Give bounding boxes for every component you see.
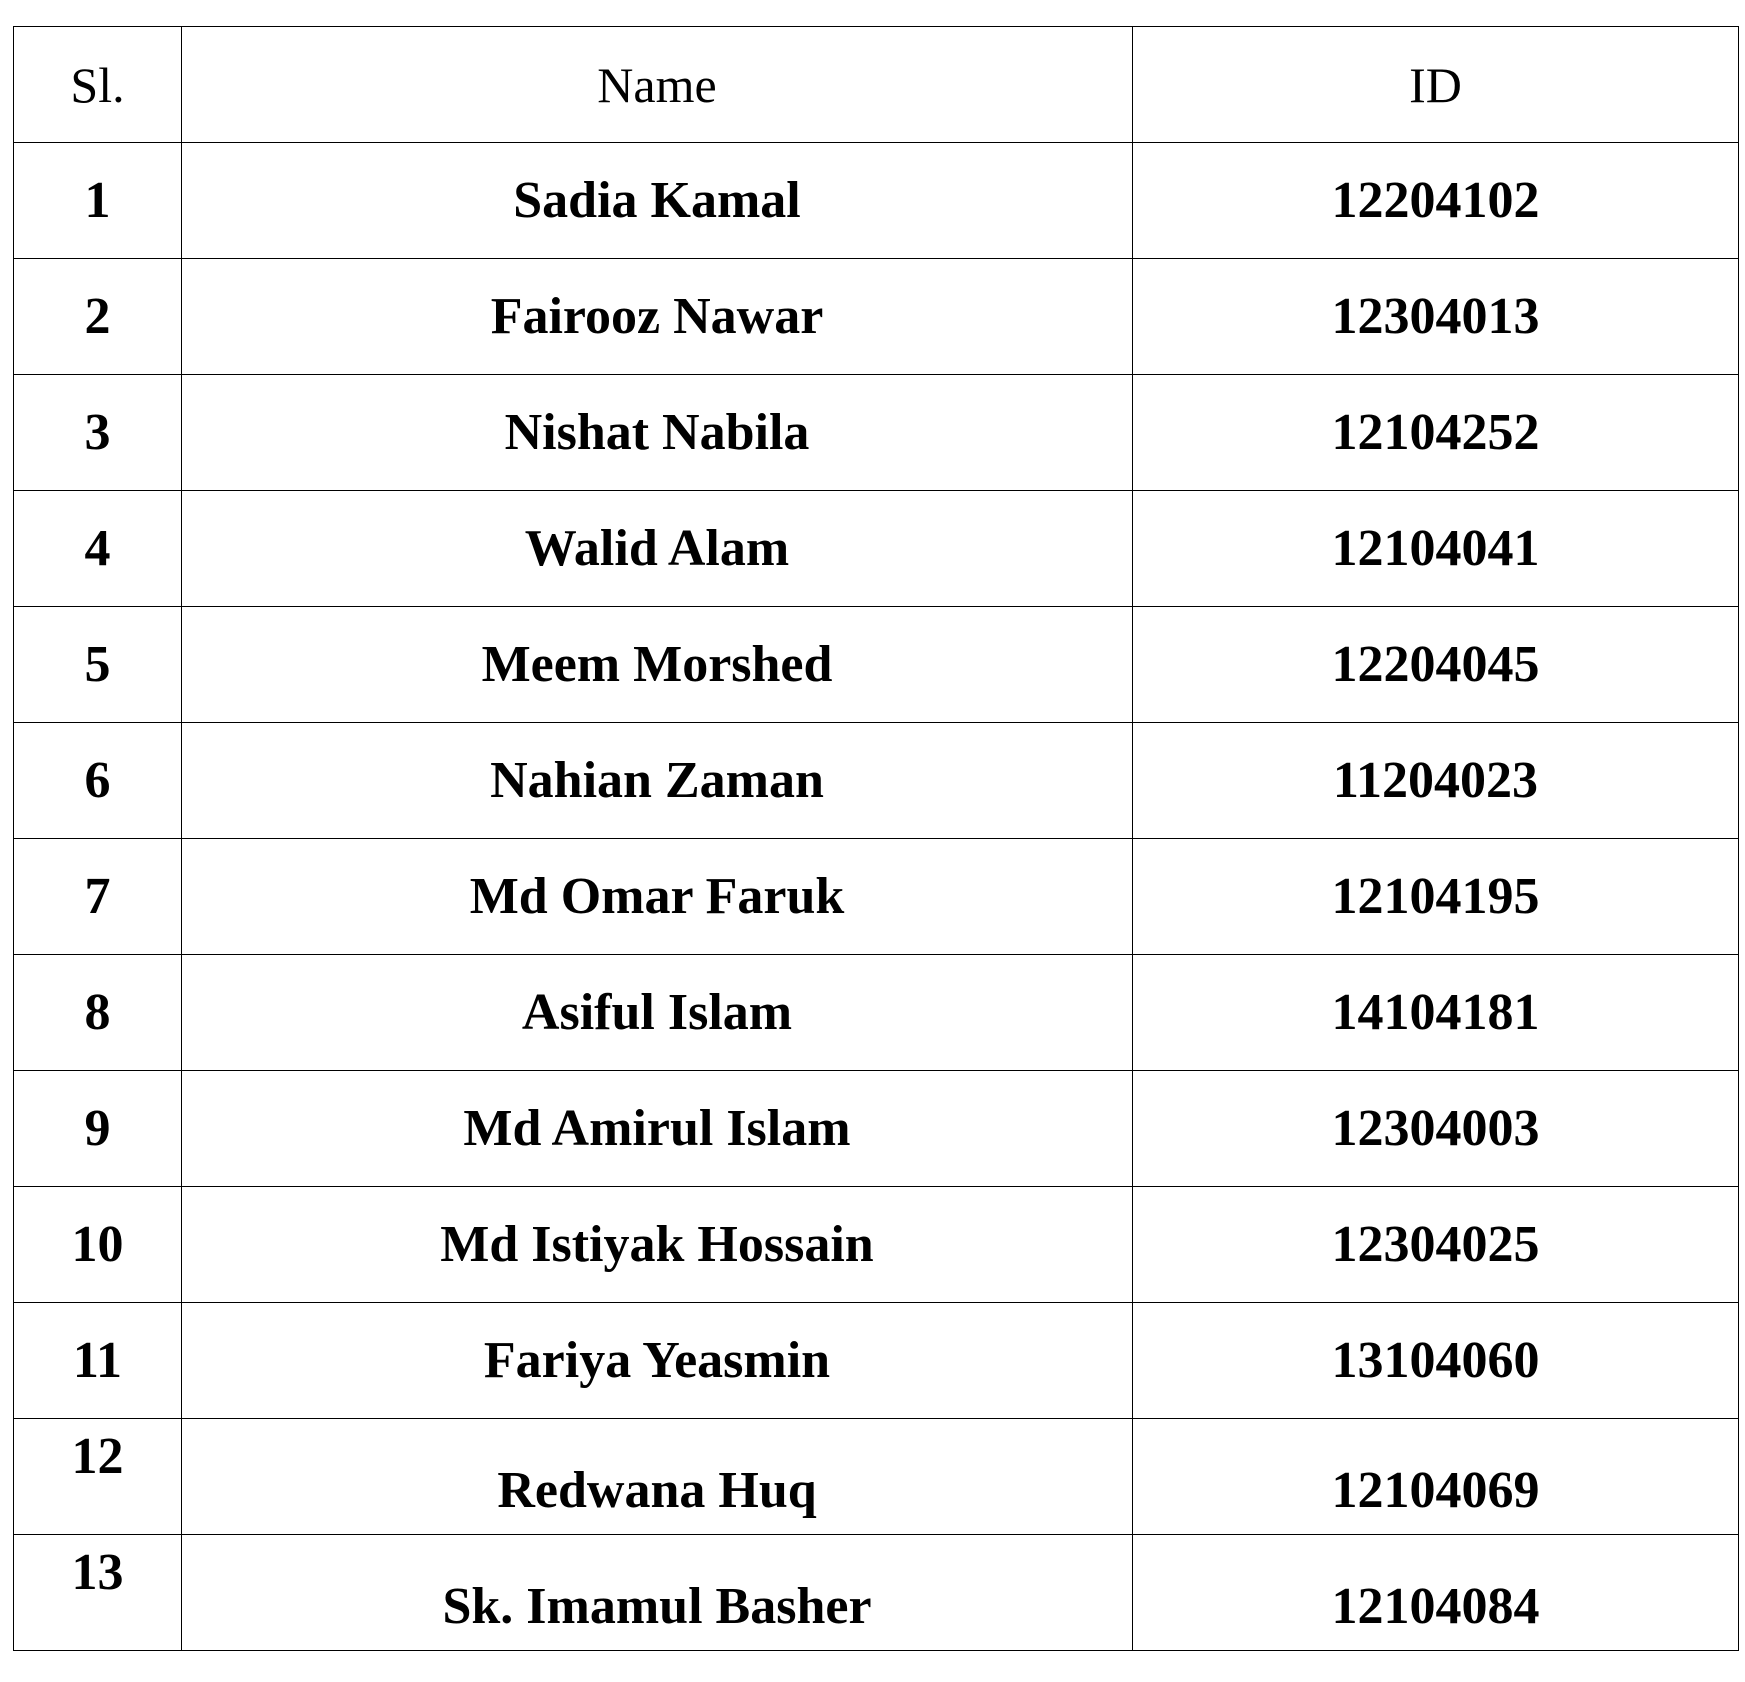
row-sl: 1 bbox=[14, 143, 182, 259]
row-id: 12104041 bbox=[1133, 491, 1739, 607]
table-row bbox=[14, 491, 1739, 607]
row-name: Walid Alam bbox=[182, 491, 1133, 607]
row-name: Md Omar Faruk bbox=[182, 839, 1133, 955]
table-row bbox=[14, 607, 1739, 723]
row-sl: 3 bbox=[14, 375, 182, 491]
member-table bbox=[13, 26, 1739, 1651]
row-id: 12204045 bbox=[1133, 607, 1739, 723]
row-name: Redwana Huq bbox=[182, 1419, 1133, 1535]
table-row bbox=[14, 839, 1739, 955]
row-name: Fairooz Nawar bbox=[182, 259, 1133, 375]
row-name: Meem Morshed bbox=[182, 607, 1133, 723]
table-row bbox=[14, 955, 1739, 1071]
row-name: Nahian Zaman bbox=[182, 723, 1133, 839]
row-sl: 11 bbox=[14, 1303, 182, 1419]
header-row bbox=[14, 27, 1739, 143]
table-row bbox=[14, 1303, 1739, 1419]
row-name: Sk. Imamul Basher bbox=[182, 1535, 1133, 1651]
row-id: 12204102 bbox=[1133, 143, 1739, 259]
row-id: 12304013 bbox=[1133, 259, 1739, 375]
row-id: 12104069 bbox=[1133, 1419, 1739, 1535]
table-row bbox=[14, 1187, 1739, 1303]
table-row bbox=[14, 1535, 1739, 1651]
table-row bbox=[14, 375, 1739, 491]
table-row bbox=[14, 723, 1739, 839]
table-row bbox=[14, 1071, 1739, 1187]
row-name: Fariya Yeasmin bbox=[182, 1303, 1133, 1419]
row-id: 12104195 bbox=[1133, 839, 1739, 955]
row-id: 12104084 bbox=[1133, 1535, 1739, 1651]
table-row bbox=[14, 143, 1739, 259]
row-sl: 2 bbox=[14, 259, 182, 375]
row-sl: 9 bbox=[14, 1071, 182, 1187]
table-row bbox=[14, 259, 1739, 375]
row-sl: 6 bbox=[14, 723, 182, 839]
row-sl: 7 bbox=[14, 839, 182, 955]
header-name: Name bbox=[182, 27, 1133, 143]
row-sl: 12 bbox=[14, 1419, 182, 1535]
row-id: 11204023 bbox=[1133, 723, 1739, 839]
row-name: Sadia Kamal bbox=[182, 143, 1133, 259]
row-sl: 8 bbox=[14, 955, 182, 1071]
row-name: Md Istiyak Hossain bbox=[182, 1187, 1133, 1303]
header-sl: Sl. bbox=[14, 27, 182, 143]
row-sl: 4 bbox=[14, 491, 182, 607]
row-id: 12304025 bbox=[1133, 1187, 1739, 1303]
row-sl: 10 bbox=[14, 1187, 182, 1303]
row-id: 12304003 bbox=[1133, 1071, 1739, 1187]
row-name: Asiful Islam bbox=[182, 955, 1133, 1071]
table-row bbox=[14, 1419, 1739, 1535]
row-sl: 5 bbox=[14, 607, 182, 723]
row-id: 12104252 bbox=[1133, 375, 1739, 491]
header-id: ID bbox=[1133, 27, 1739, 143]
row-sl: 13 bbox=[14, 1535, 182, 1651]
row-name: Nishat Nabila bbox=[182, 375, 1133, 491]
row-name: Md Amirul Islam bbox=[182, 1071, 1133, 1187]
row-id: 13104060 bbox=[1133, 1303, 1739, 1419]
row-id: 14104181 bbox=[1133, 955, 1739, 1071]
